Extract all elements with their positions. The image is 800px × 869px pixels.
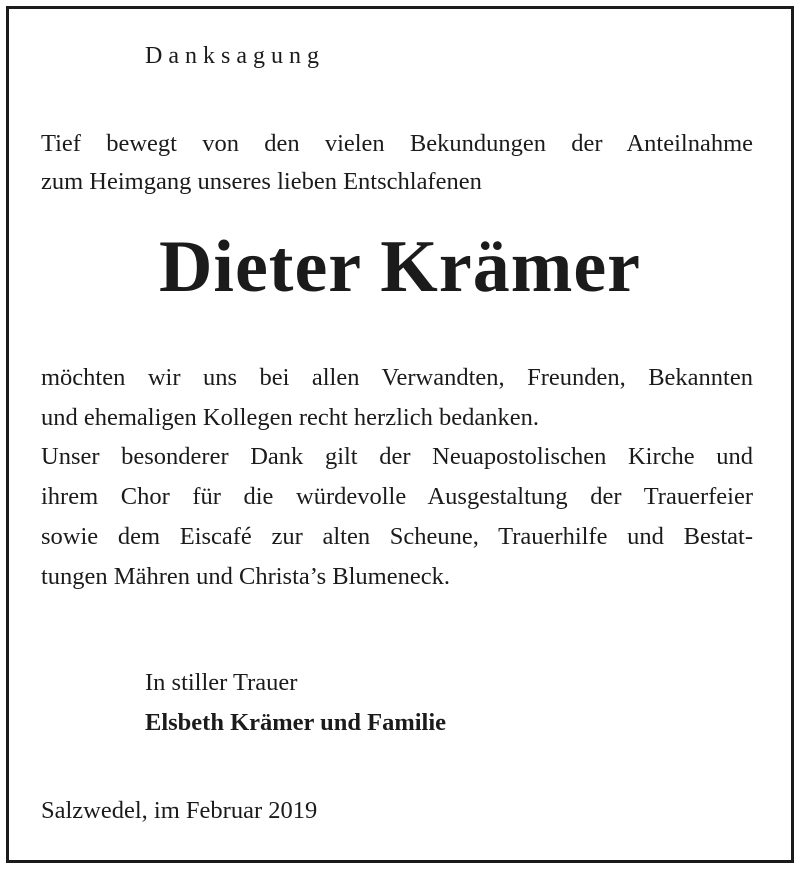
intro-line: Tief bewegt von den vielen Bekundungen der Anteilnahme	[41, 130, 753, 157]
notice-heading: Danksagung	[145, 43, 325, 69]
intro-line: zum Heimgang unseres lieben Entschlafenen	[41, 168, 482, 195]
thanks-line: tungen Mähren und Christa’s Blumeneck.	[41, 562, 450, 590]
intro-paragraph	[41, 125, 753, 201]
family-signature: Elsbeth Krämer und Familie	[145, 709, 447, 736]
thanks-line: ihrem Chor für die würdevolle Ausgestaltung der Trauerfeier	[41, 483, 753, 511]
thanks-line: möchten wir uns bei allen Verwandten, Freunden, Bekannten	[41, 364, 753, 391]
signature-block	[145, 663, 446, 743]
thanks-line: Unser besonderer Dank gilt der Neuapostolischen Kirche und	[41, 443, 753, 471]
mourning-phrase: In stiller Trauer	[145, 669, 298, 696]
place-date: Salzwedel, im Februar 2019	[41, 797, 318, 824]
thanks-line: und ehemaligen Kollegen recht herzlich bedanken.	[41, 403, 539, 431]
deceased-name: Dieter Krämer	[158, 226, 642, 308]
thanks-paragraph	[41, 358, 753, 596]
thanks-line: sowie dem Eiscafé zur alten Scheune, Trauerhilfe und Bestat-	[41, 522, 753, 550]
